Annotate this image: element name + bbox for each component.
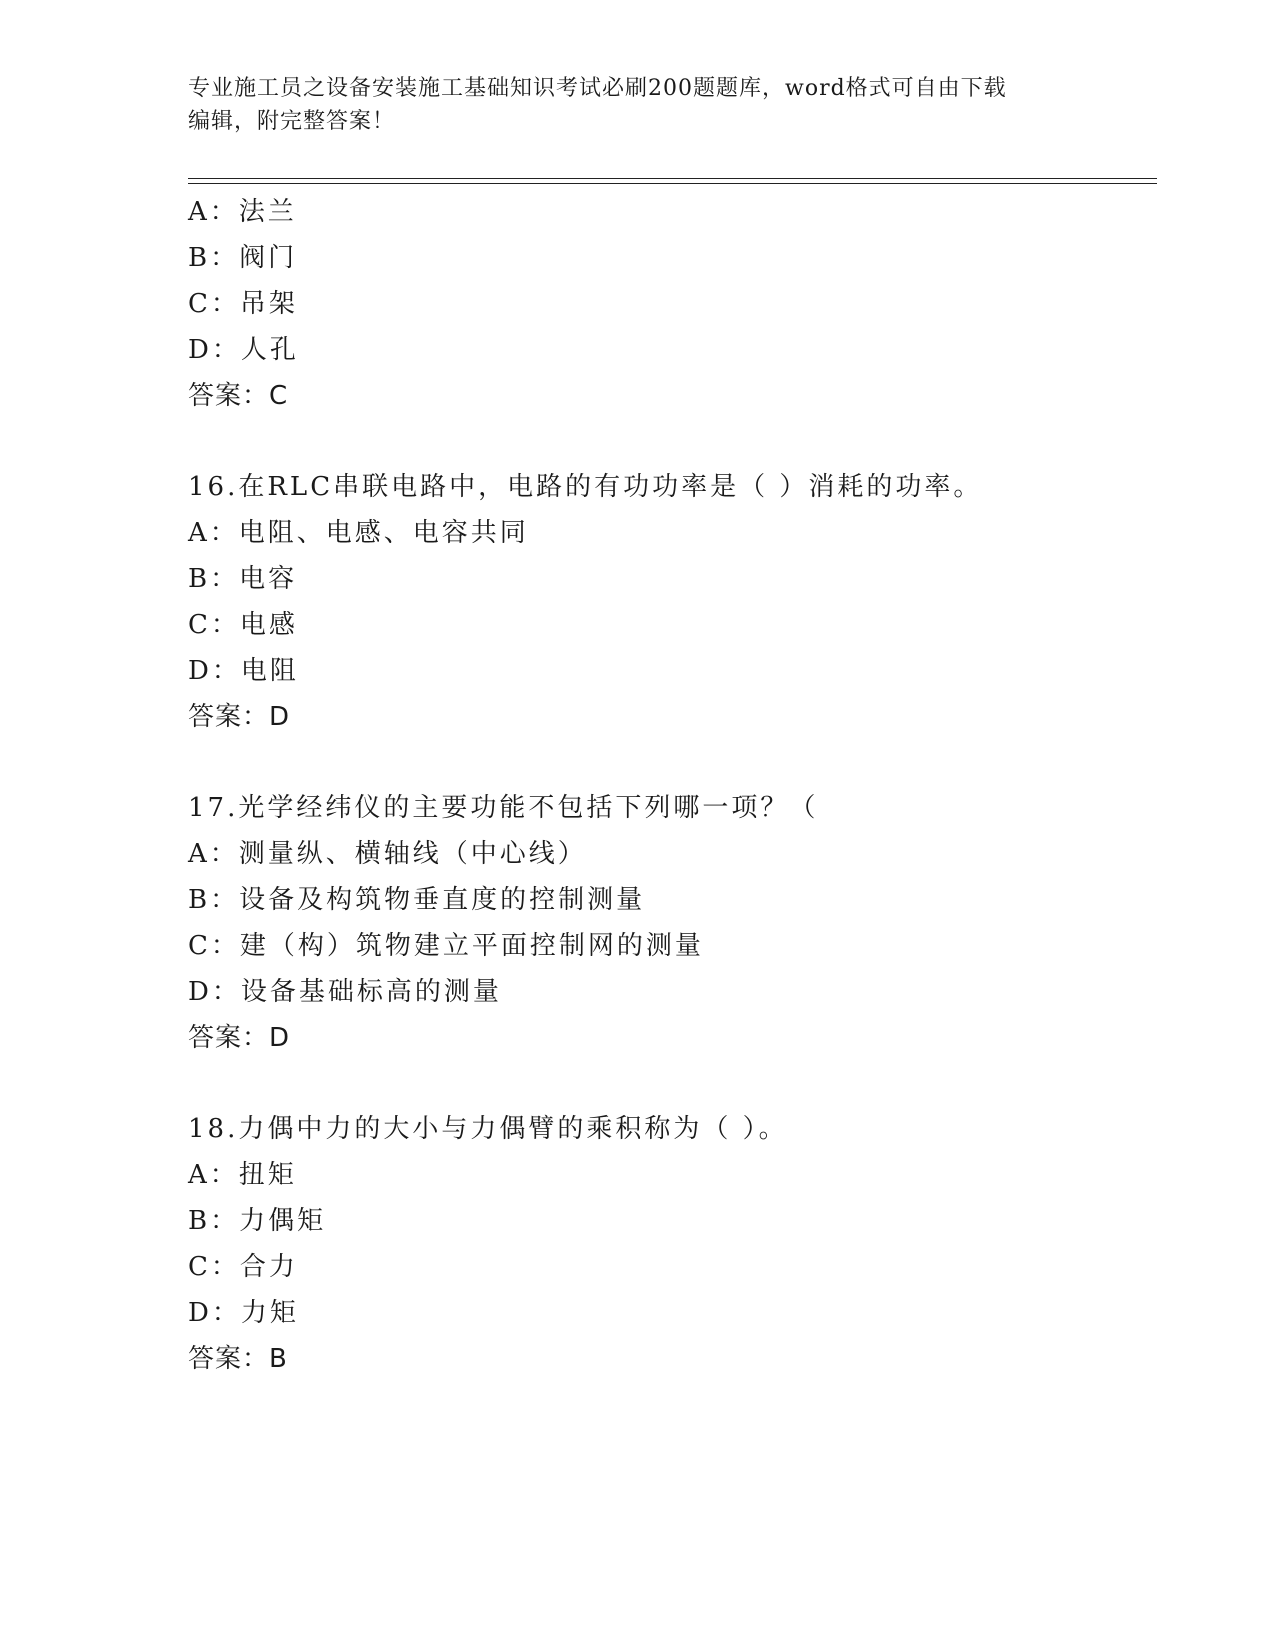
question-block-15 xyxy=(188,189,1148,419)
spacer xyxy=(188,419,1148,464)
question-text: 16.在RLC串联电路中，电路的有功功率是（ ）消耗的功率。 xyxy=(188,472,983,502)
option-c: C：建（构）筑物建立平面控制网的测量 xyxy=(188,931,704,961)
document-header xyxy=(188,72,1068,138)
answer-line: 答案：D xyxy=(188,702,291,732)
option-d: D：人孔 xyxy=(188,335,299,365)
option-b: B：设备及构筑物垂直度的控制测量 xyxy=(188,885,646,915)
option-c: C：合力 xyxy=(188,1252,298,1282)
header-divider-top xyxy=(188,178,1157,179)
option-b: B：电容 xyxy=(188,564,298,594)
question-text: 17.光学经纬仪的主要功能不包括下列哪一项？（ xyxy=(188,793,819,823)
answer-line: 答案：C xyxy=(188,381,289,411)
option-c: C：电感 xyxy=(188,610,298,640)
question-block-16 xyxy=(188,464,1148,740)
header-title-line-1: 专业施工员之设备安装施工基础知识考试必刷200题题库，word格式可自由下载 xyxy=(188,76,1007,101)
option-b: B：力偶矩 xyxy=(188,1206,327,1236)
header-divider-bottom xyxy=(188,183,1157,184)
spacer xyxy=(188,740,1148,785)
question-list xyxy=(188,189,1148,1382)
option-d: D：电阻 xyxy=(188,656,299,686)
spacer xyxy=(188,1061,1148,1106)
question-block-18 xyxy=(188,1106,1148,1382)
answer-line: 答案：B xyxy=(188,1344,288,1374)
option-c: C：吊架 xyxy=(188,289,298,319)
header-title-line-2: 编辑，附完整答案！ xyxy=(188,109,396,134)
question-text: 18.力偶中力的大小与力偶臂的乘积称为（ ）。 xyxy=(188,1114,788,1144)
option-d: D：设备基础标高的测量 xyxy=(188,977,502,1007)
question-block-17 xyxy=(188,785,1148,1061)
answer-line: 答案：D xyxy=(188,1023,291,1053)
option-a: A：扭矩 xyxy=(188,1160,297,1190)
option-b: B：阀门 xyxy=(188,243,298,273)
option-a: A：电阻、电感、电容共同 xyxy=(188,518,529,548)
option-a: A：法兰 xyxy=(188,197,297,227)
option-d: D：力矩 xyxy=(188,1298,299,1328)
option-a: A：测量纵、横轴线（中心线） xyxy=(188,839,587,869)
